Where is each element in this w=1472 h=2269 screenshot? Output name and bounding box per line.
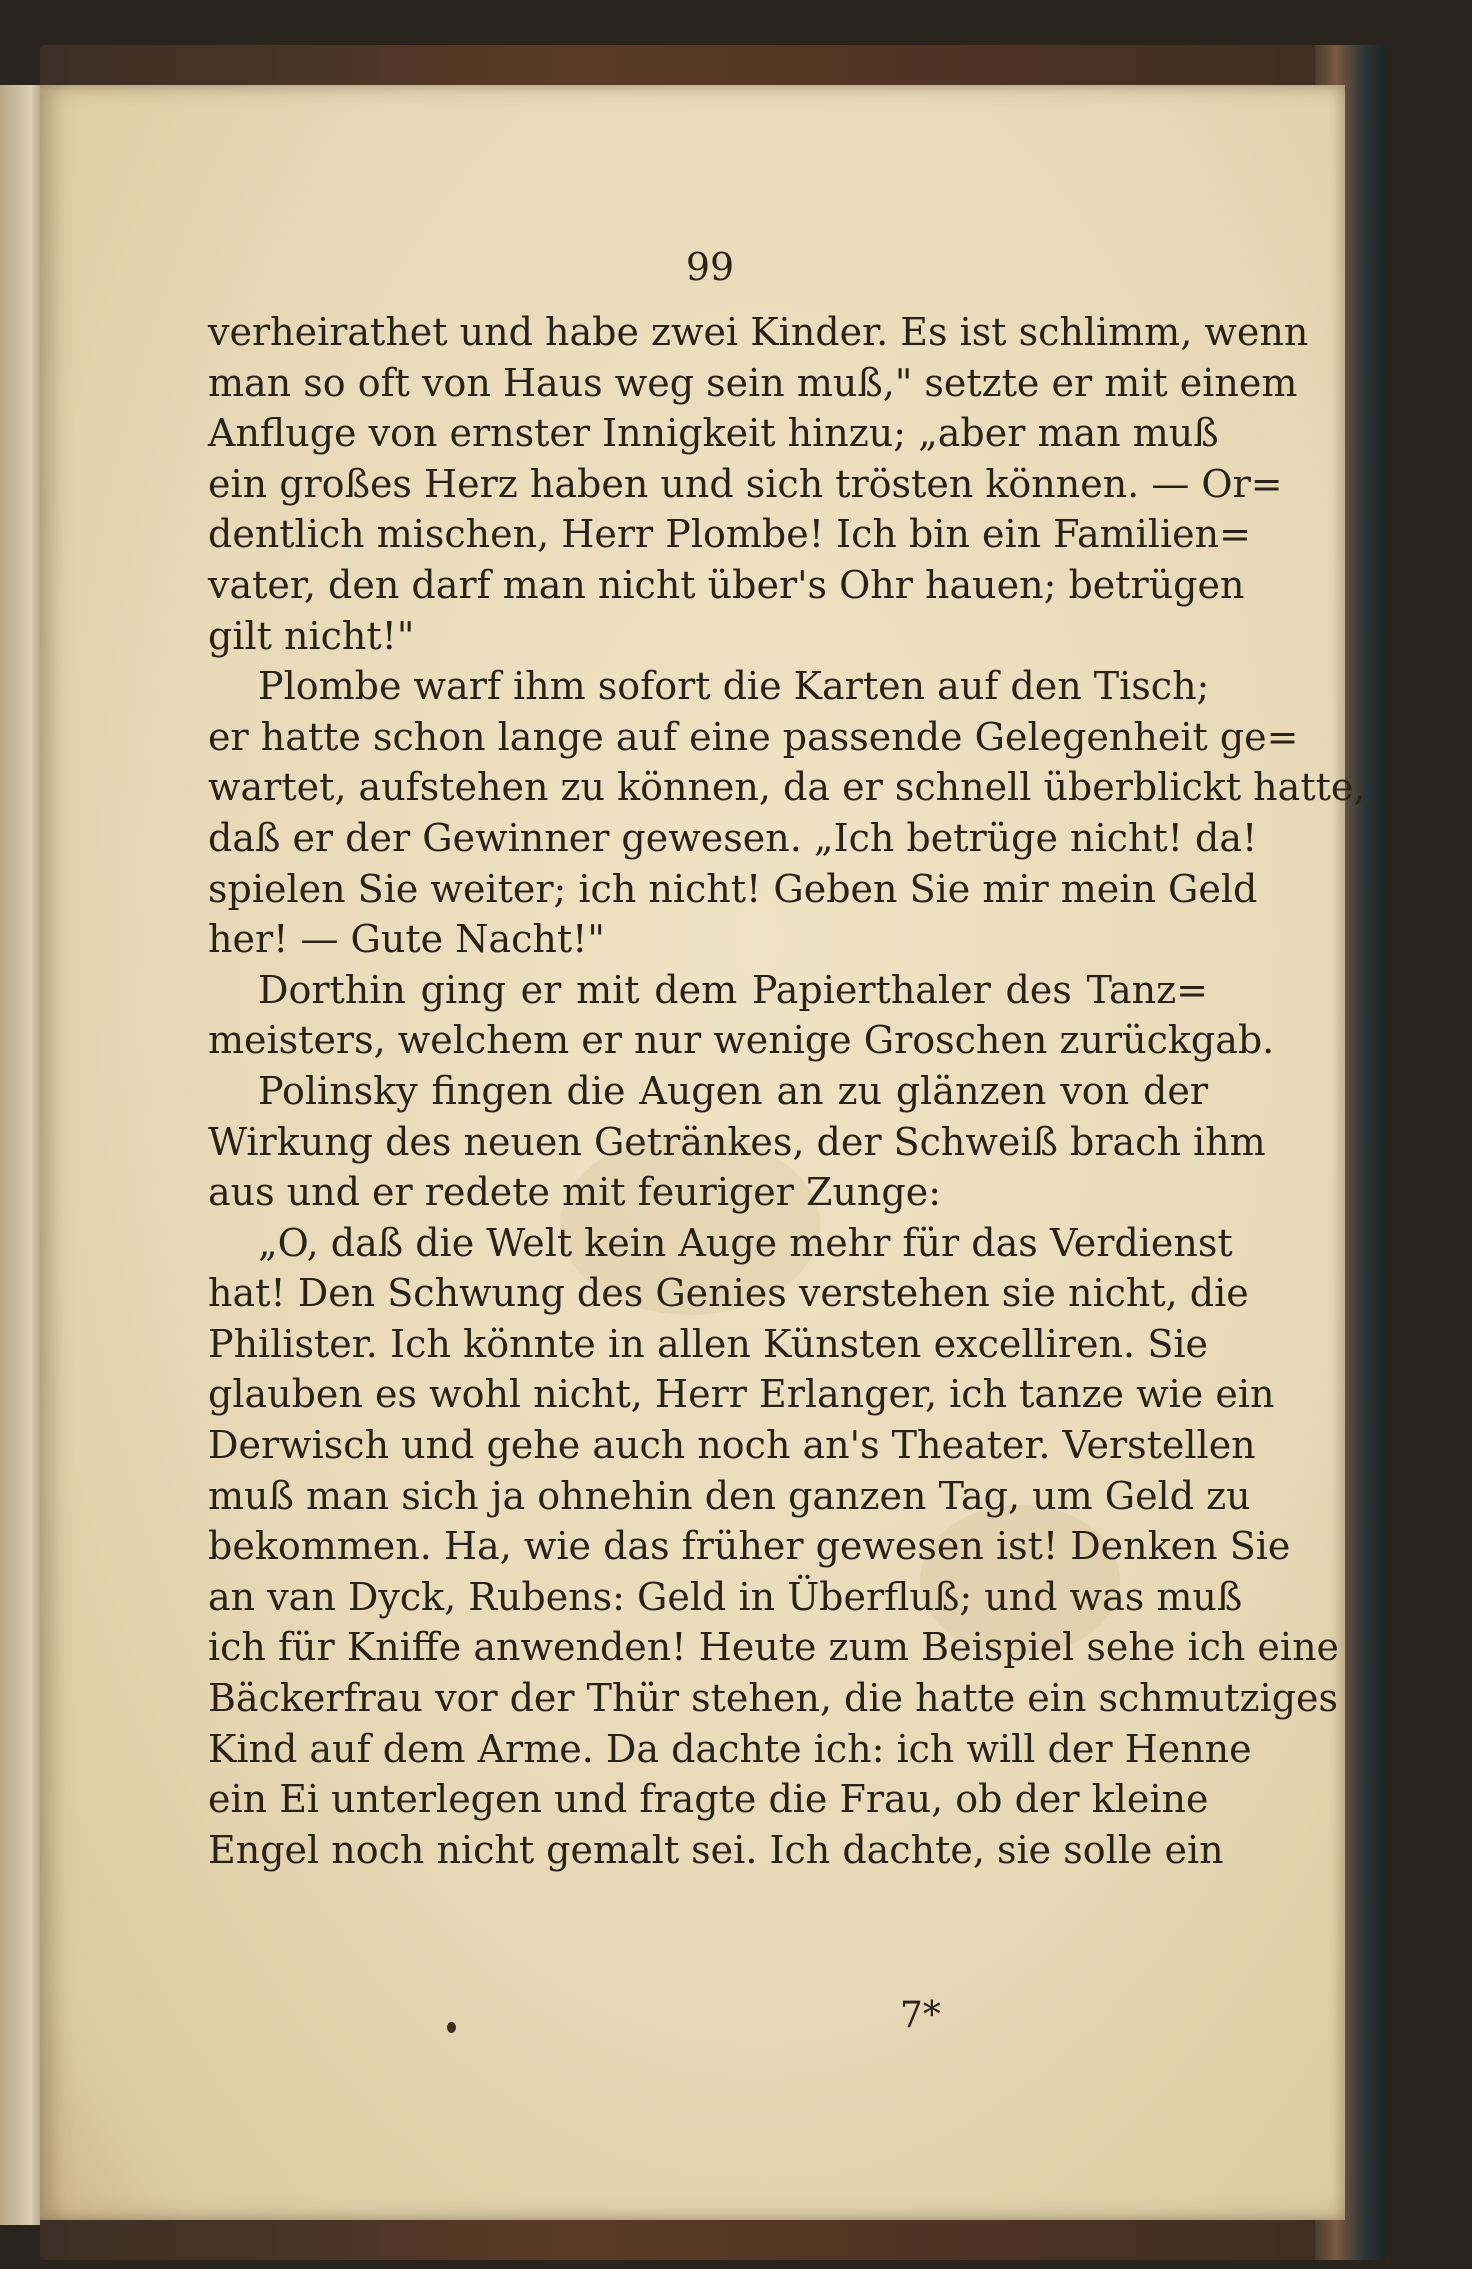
text-line: an van Dyck, Rubens: Geld in Überfluß; und was muß bbox=[208, 1574, 1243, 1619]
text-line: ein großes Herz haben und sich trösten können. — Or= bbox=[208, 461, 1283, 506]
text-line: muß man sich ja ohnehin den ganzen Tag, um Geld zu bbox=[208, 1473, 1251, 1518]
text-line: Derwisch und gehe auch noch an's Theater. Verstellen bbox=[208, 1423, 1256, 1468]
text-line: er hatte schon lange auf eine passende Gelegenheit ge= bbox=[208, 714, 1299, 759]
text-line: spielen Sie weiter; ich nicht! Geben Sie mir mein Geld bbox=[208, 866, 1258, 911]
text-line: „O, daß die Welt kein Auge mehr für das Verdienst bbox=[258, 1220, 1233, 1265]
text-line: Polinsky fingen die Augen an zu glänzen von der bbox=[258, 1068, 1208, 1113]
text-line: man so oft von Haus weg sein muß," setzte er mit einem bbox=[208, 360, 1298, 405]
text-line: bekommen. Ha, wie das früher gewesen ist! Denken Sie bbox=[208, 1524, 1291, 1569]
text-line: meisters, welchem er nur wenige Groschen zurückgab. bbox=[208, 1018, 1275, 1063]
text-line: vater, den darf man nicht über's Ohr hauen; betrügen bbox=[208, 562, 1245, 607]
text-line: dentlich mischen, Herr Plombe! Ich bin ein Familien= bbox=[208, 512, 1251, 557]
text-line: ich für Kniffe anwenden! Heute zum Beispiel sehe ich eine bbox=[208, 1625, 1340, 1670]
text-line: wartet, aufstehen zu können, da er schnell überblickt hatte, bbox=[208, 765, 1366, 810]
text-line: verheirathet und habe zwei Kinder. Es ist schlimm, wenn bbox=[208, 310, 1309, 354]
text-line: Engel noch nicht gemalt sei. Ich dachte, sie solle ein bbox=[208, 1827, 1224, 1872]
text-line: aus und er redete mit feuriger Zunge: bbox=[208, 1170, 942, 1215]
text-line: daß er der Gewinner gewesen. „Ich betrüge nicht! da! bbox=[208, 815, 1258, 860]
text-line: Philister. Ich könnte in allen Künsten excelliren. Sie bbox=[208, 1321, 1208, 1366]
text-line: ein Ei unterlegen und fragte die Frau, ob der kleine bbox=[208, 1777, 1209, 1822]
text-line: her! — Gute Nacht!" bbox=[208, 917, 605, 962]
text-line: gilt nicht!" bbox=[208, 613, 415, 658]
text-line: hat! Den Schwung des Genies verstehen sie nicht, die bbox=[208, 1271, 1249, 1316]
text-line: Plombe warf ihm sofort die Karten auf den Tisch; bbox=[258, 664, 1210, 709]
text-line: Kind auf dem Arme. Da dachte ich: ich will der Henne bbox=[208, 1726, 1252, 1771]
text-line: Bäckerfrau vor der Thür stehen, die hatte ein schmutziges bbox=[208, 1676, 1339, 1721]
text-line: Dorthin ging er mit dem Papierthaler des Tanz= bbox=[258, 967, 1208, 1012]
body-text bbox=[208, 307, 1366, 1875]
book-page bbox=[40, 85, 1366, 2220]
page-number: 99 bbox=[685, 245, 735, 289]
text-line: Wirkung des neuen Getränkes, der Schweiß brach ihm bbox=[208, 1119, 1266, 1164]
ink-dot bbox=[447, 2022, 456, 2033]
signature-mark: 7* bbox=[900, 1995, 941, 2036]
text-line: Anfluge von ernster Innigkeit hinzu; „aber man muß bbox=[208, 411, 1219, 456]
text-line: glauben es wohl nicht, Herr Erlanger, ich tanze wie ein bbox=[208, 1372, 1275, 1417]
